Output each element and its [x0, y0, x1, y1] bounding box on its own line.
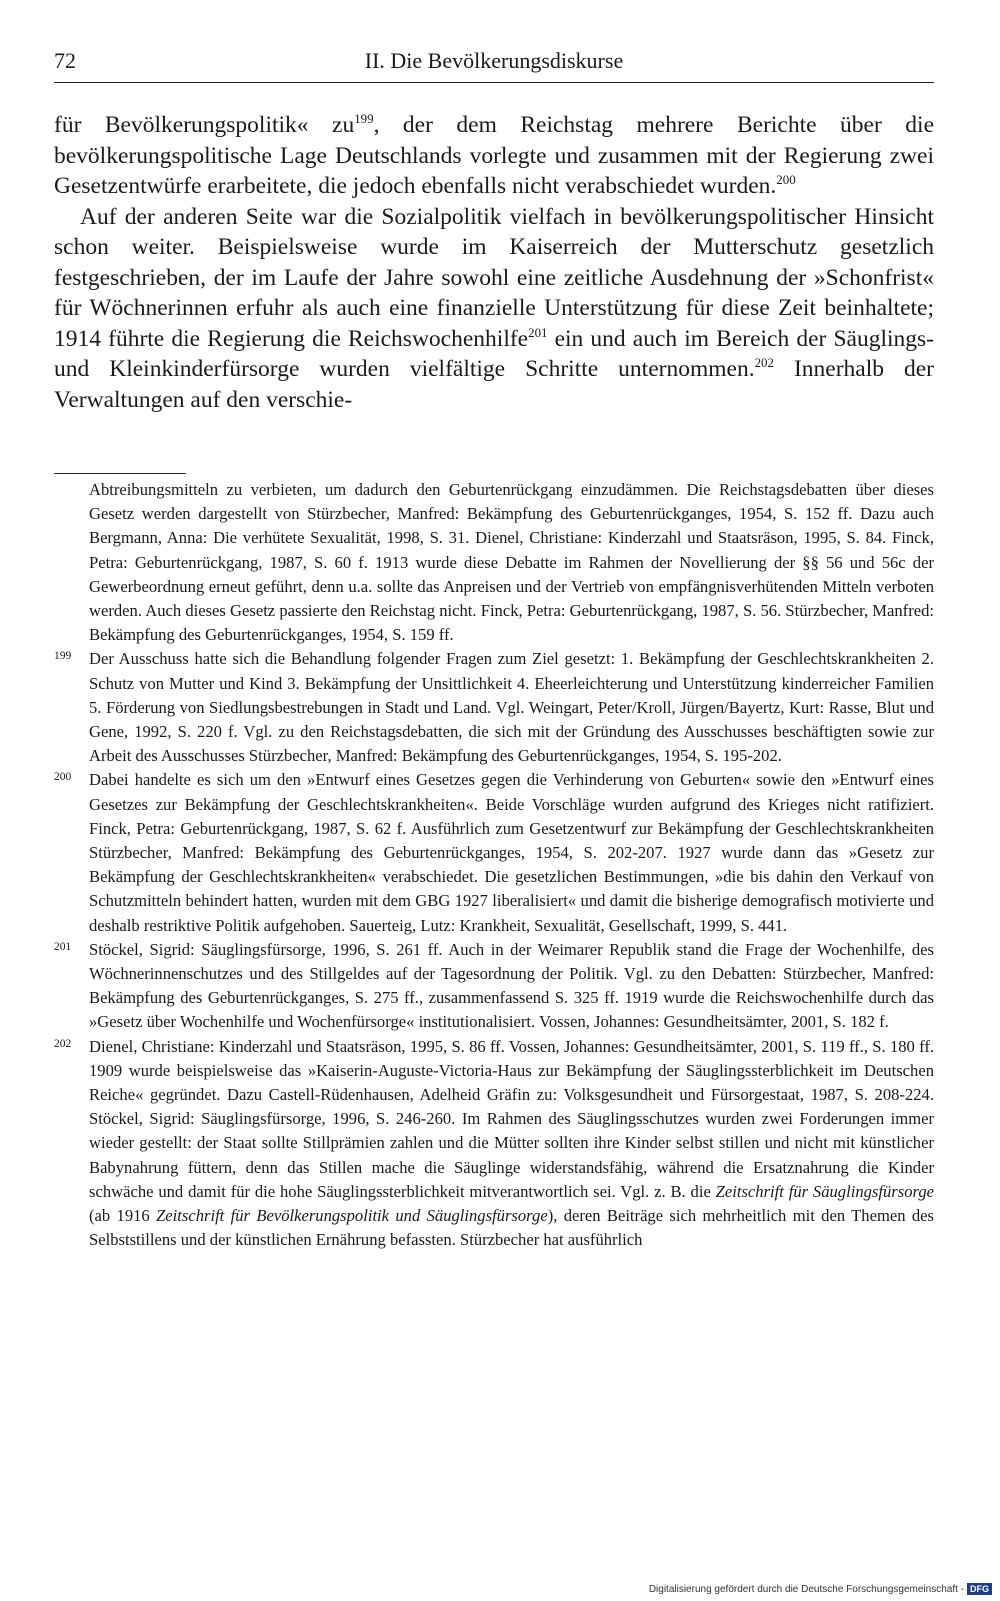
paragraph-1: für Bevölkerungspolitik« $zu^{199}$, der dem Reichstag mehrere Berichte über die bevölkerungspolitische Lage Deutschlands vorlegte und zusammen mit der Regierung zwei Gesetzentwürfe erarbeitete, die jedoch ebenfalls nicht verabschiedet wurden.$^{200}$: [54, 111, 934, 199]
footnote-number: 199: [54, 650, 72, 663]
running-head: II. Die Bevölkerungsdiskurse: [364, 48, 624, 73]
footnote-201: 201 Stöckel, Sigrid: Säuglingsfürsorge, 1996, S. 261 ff. Auch in der Weimarer Republik stand die Frage der Wochenhilfe, des Wöchnerinnenschutzes und des Stillgeldes auf der Tagesordnung der Politik. Vgl. zu den Debatten: Stürzbecher, Manfred: Bekämpfung des Geburtenrückganges, S. 275 ff., zusammenfassend S. 325 ff. 1919 wurde die Reichswochenhilfe durch das »Gesetz über Wochenhilfe und Wochenfürsorge« institutionalisiert. Vossen, Johannes: Gesundheitsämter, 2001, S. 182 f.: [54, 939, 934, 1032]
body-text: [54, 110, 934, 415]
footnote-ref-200[interactable]: 200: [776, 172, 796, 188]
footnote-ref-199[interactable]: 199: [354, 111, 374, 127]
digitization-footer: [649, 1583, 992, 1595]
footnotes: [54, 478, 934, 1253]
footnote-200: 200 Dabei handelte es sich um den »Entwurf eines Gesetzes gegen die Verhinderung von Geburten« sowie den »Entwurf eines Gesetzes zur Bekämpfung der Geschlechtskrankheiten«. Beide Vorschläge wurden aufgrund des Krieges nicht ratifiziert. Finck, Petra: Geburtenrückgang, 1987, S. 62 f. Ausführlich zum Gesetzentwurf zur Bekämpfung der Geschlechtskrankheiten Stürzbecher, Manfred: Bekämpfung des Geburtenrückganges, 1954, S. 202-207. 1927 wurde dann das »Gesetz zur Bekämpfung der Geschlechtskrankheiten« verabschiedet. Die gesetzlichen Bestimmungen, »die bis dahin den Verkauf von Schutzmitteln behindert hatten, wurden mit dem GBG 1927 liberalisiert« und damit die bisherige demografisch motivierte und deshalb restriktive Politik aufgehoben. Sauerteig, Lutz: Krankheit, Sexualität, Gesellschaft, 1999, S. 441.: [54, 770, 934, 935]
footnote-199: 199 Der Ausschuss hatte sich die Behandlung folgender Fragen zum Ziel gesetzt: 1. Bekämpfung der Geschlechtskrankheiten 2. Schutz von Mutter und Kind 3. Bekämpfung der Unsittlichkeit 4. Eheerleichterung und Unterstützung kinderreicher Familien 5. Förderung von Siedlungsbestrebungen in Stadt und Land. Vgl. Weingart, Peter/Kroll, Jürgen/Bayertz, Kurt: Rasse, Blut und Gene, 1992, S. 220 f. Vgl. zu den Reichstagsdebatten, die sich mit der Gründung des Ausschusses beschäftigten sowie zur Arbeit des Ausschusses Stürzbecher, Manfred: Bekämpfung des Geburtenrückganges, 1954, S. 195-202.: [54, 649, 934, 766]
page-header: [54, 48, 934, 83]
footnote-number: 202: [54, 1037, 72, 1050]
dfg-logo: DFG: [967, 1583, 992, 1595]
footnote-divider: [54, 473, 186, 474]
page-number: 72: [54, 48, 76, 73]
footnote-number: 201: [54, 940, 72, 953]
footnote-number: 200: [54, 771, 72, 784]
footnote-ref-202[interactable]: 202: [754, 355, 774, 371]
paragraph-2: Auf der anderen Seite war die Sozialpolitik vielfach in bevölkerungspolitischer Hinsicht schon weiter. Beispielsweise wurde im Kaiserreich der Mutterschutz gesetzlich festgeschrieben, der im Laufe der Jahre sowohl eine zeitliche Ausdehnung der »Schonfrist« für Wöchnerinnen erfuhr als auch eine finanzielle Unterstützung für diese Zeit beinhaltete; 1914 führte die Regierung die Reichswochenhilfe$^{201}$ ein und auch im Bereich der Säuglings- und Kleinkinderfürsorge wurden vielfältige Schritte unternommen.$^{202}$ Innerhalb der Verwaltungen auf den verschie-: [54, 203, 935, 413]
footnote-ref-201[interactable]: 201: [528, 324, 548, 340]
footnote-continued: Abtreibungsmitteln zu verbieten, um dadurch den Geburtenrückgang einzudämmen. Die Reichstagsdebatten über dieses Gesetz werden dargestellt von Stürzbecher, Manfred: Bekämpfung des Geburtenrückganges, 1954, S. 152 ff. Dazu auch Bergmann, Anna: Die verhütete Sexualität, 1998, S. 31. Dienel, Christiane: Kinderzahl und Staatsräson, 1995, S. 84. Finck, Petra: Geburtenrückgang, 1987, S. 60 f. 1913 wurde diese Debatte im Rahmen der Novellierung der §§ 56 und 56c der Gewerbeordnung erneut geführt, denn u.a. sollte das Anpreisen und der Vertrieb von empfängnisverhütenden Mitteln verboten werden. Auch dieses Gesetz passierte den Reichstag nicht. Finck, Petra: Geburtenrückgang, 1987, S. 56. Stürzbecher, Manfred: Bekämpfung des Geburtenrückganges, 1954, S. 159 ff.: [89, 480, 934, 645]
footer-text: Digitalisierung gefördert durch die Deutsche Forschungsgemeinschaft -: [648, 1584, 964, 1595]
footnote-202: 202 Dienel, Christiane: Kinderzahl und Staatsräson, 1995, S. 86 ff. Vossen, Johannes: Gesundheitsämter, 2001, S. 119 ff., S. 180 ff. 1909 wurde beispielsweise das »Kaiserin-Auguste-Victoria-Haus zur Bekämpfung der Säuglingssterblichkeit im Deutschen Reiche« gegründet. Dazu Castell-Rüdenhausen, Adelheid Gräfin zu: Volksgesundheit und Fürsorgestaat, 1987, S. 208-224. Stöckel, Sigrid: Säuglingsfürsorge, 1996, S. 246-260. Im Rahmen des Säuglingsschutzes wurden zwei Forderungen immer wieder gestellt: der Staat sollte Stillprämien zahlen und die Mütter sollten ihre Kinder selbst stillen und nicht mit künstlicher Babynahrung füttern, denn das Stillen mache die Säuglinge widerstandsfähig, während die Ersatznahrung die Kinder schwäche und damit für die hohe Säuglingssterblichkeit mitverantwortlich sei. Vgl. z. B. die Zeitschrift für Säuglingsfürsorge (ab 1916 Zeitschrift für Bevölkerungspolitik und Säuglingsfürsorge), deren Beiträge sich mehrheitlich mit den Themen des Selbststillens und der künstlichen Ernährung befassten. Stürzbecher hat ausführlich: [54, 1036, 935, 1250]
